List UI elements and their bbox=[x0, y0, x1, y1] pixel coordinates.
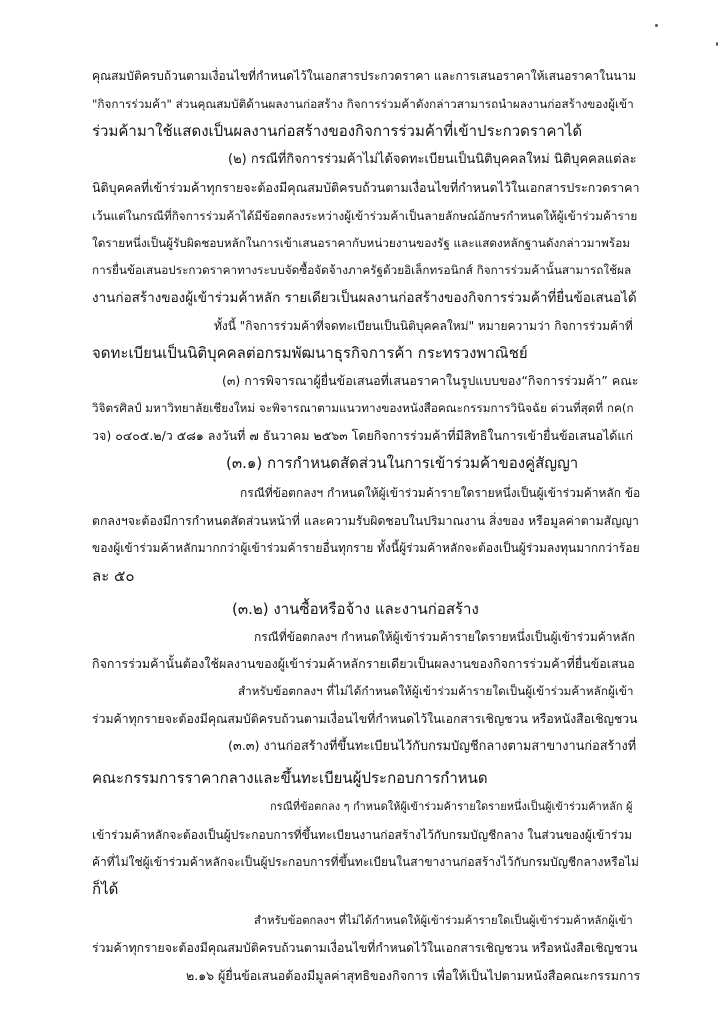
definition-first-line: ทั้งนี้ "กิจการร่วมค้าที่จดทะเบียนเป็นนิติบุคคลใหม่" หมายความว่า กิจการร่วมค้าที่ bbox=[214, 319, 633, 333]
paragraph-line: ร่วมค้ามาใช้แสดงเป็นผลงานก่อสร้างของกิจการร่วมค้าที่เข้าประกวดราคาได้ bbox=[92, 122, 583, 140]
paragraph-line: ร่วมค้าทุกรายจะต้องมีคุณสมบัติครบถ้วนตามเงื่อนไขที่กำหนดไว้ในเอกสารเชิญชวน หรือหนังสือเชิญชวน bbox=[92, 712, 638, 726]
subclause-3-3-heading: (๓.๓) งานก่อสร้างที่ขึ้นทะเบียนไว้กับกรมบัญชีกลางตามสาขางานก่อสร้างที่ bbox=[228, 739, 637, 754]
paragraph-first-line: กรณีที่ข้อตกลงฯ กำหนดให้ผู้เข้าร่วมค้ารายใดรายหนึ่งเป็นผู้เข้าร่วมค้าหลัก bbox=[254, 630, 636, 644]
paragraph-line: เข้าร่วมค้าหลักจะต้องเป็นผู้ประกอบการที่ขึ้นทะเบียนงานก่อสร้างไว้กับกรมบัญชีกลาง ในส่วนของผู้เข้าร่วม bbox=[92, 828, 633, 842]
paragraph-first-line: กรณีที่ข้อตกลง ๆ กำหนดให้ผู้เข้าร่วมค้ารายใดรายหนึ่งเป็นผู้เข้าร่วมค้าหลัก ผู้ bbox=[270, 800, 633, 813]
paragraph-line: กิจการร่วมค้านั้นต้องใช้ผลงานของผู้เข้าร่วมค้าหลักรายเดียวเป็นผลงานของกิจการร่วมค้าที่ยื่นข้อเสนอ bbox=[92, 656, 635, 671]
scan-speck bbox=[655, 24, 658, 27]
paragraph-line: ร่วมค้าทุกรายจะต้องมีคุณสมบัติครบถ้วนตามเงื่อนไขที่กำหนดไว้ในเอกสารเชิญชวน หรือหนังสือเชิญชวน bbox=[92, 941, 638, 955]
paragraph-line: คณะกรรมการราคากลางและขึ้นทะเบียนผู้ประกอบการกำหนด bbox=[92, 769, 488, 787]
paragraph-line: ของผู้เข้าร่วมค้าหลักมากกว่าผู้เข้าร่วมค้ารายอื่นทุกราย ทั้งนี้ผู้ร่วมค้าหลักจะต้องเป็นผู้ร่วมลงทุนมากกว่าร้อย bbox=[92, 541, 640, 555]
paragraph-line: ใดรายหนึ่งเป็นผู้รับผิดชอบหลักในการเข้าเสนอราคากับหน่วยงานของรัฐ และแสดงหลักฐานดังกล่าวมาพร้อม bbox=[92, 236, 630, 250]
paragraph-line: การยื่นข้อเสนอประกวดราคาทางระบบจัดซื้อจัดจ้างภาครัฐด้วยอิเล็กทรอนิกส์ กิจการร่วมค้านั้นสามารถใช้ผล bbox=[92, 263, 632, 277]
paragraph-line: นิติบุคคลที่เข้าร่วมค้าทุกรายจะต้องมีคุณสมบัติครบถ้วนตามเงื่อนไขที่กำหนดไว้ในเอกสารประกวดราคา bbox=[92, 180, 640, 195]
subclause-3-2-heading: (๓.๒) งานซื้อหรือจ้าง และงานก่อสร้าง bbox=[232, 600, 479, 618]
paragraph-first-line: สำหรับข้อตกลงฯ ที่ไม่ได้กำหนดให้ผู้เข้าร่วมค้ารายใดเป็นผู้เข้าร่วมค้าหลักผู้เข้า bbox=[238, 684, 634, 698]
paragraph-line: ละ ๕๐ bbox=[92, 567, 135, 585]
paragraph-line: ตกลงฯจะต้องมีการกำหนดสัดส่วนหน้าที่ และความรับผิดชอบในปริมาณงาน สิ่งของ หรือมูลค่าตามสัญญา bbox=[92, 514, 639, 528]
paragraph-line: งานก่อสร้างของผู้เข้าร่วมค้าหลัก รายเดียวเป็นผลงานก่อสร้างของกิจการร่วมค้าที่ยื่นข้อเสนอได้ bbox=[92, 290, 637, 306]
subclause-3-1-heading: (๓.๑) การกำหนดสัดส่วนในการเข้าร่วมค้าของคู่สัญญา bbox=[226, 454, 579, 472]
clause-2-first-line: (๒) กรณีที่กิจการร่วมค้าไม่ได้จดทะเบียนเป็นนิติบุคคลใหม่ นิติบุคคลแต่ละ bbox=[228, 152, 637, 167]
paragraph-first-line: สำหรับข้อตกลงฯ ที่ไม่ได้กำหนดให้ผู้เข้าร่วมค้ารายใดเป็นผู้เข้าร่วมค้าหลักผู้เข้า bbox=[254, 914, 633, 927]
paragraph-line: เว้นแต่ในกรณีที่กิจการร่วมค้าได้มีข้อตกลงระหว่างผู้เข้าร่วมค้าเป็นลายลักษณ์อักษรกำหนดให้ผู้เข้าร่วมค้าราย bbox=[92, 209, 638, 223]
paragraph-line: ค้าที่ไม่ใช่ผู้เข้าร่วมค้าหลักจะเป็นผู้ประกอบการที่ขึ้นทะเบียนในสาขางานก่อสร้างไว้กับกรมบัญชีกลางหรือไม่ bbox=[92, 855, 639, 869]
clause-3-first-line: (๓) การพิจารณาผู้ยื่นข้อเสนอที่เสนอราคาในรูปแบบของ“กิจการร่วมค้า” คณะ bbox=[222, 373, 639, 388]
section-2-16-first-line: ๒.๑๖ ผู้ยื่นข้อเสนอต้องมีมูลค่าสุทธิของกิจการ เพื่อให้เป็นไปตามหนังสือคณะกรรมการ bbox=[186, 968, 640, 983]
paragraph-line: วิจิตรศิลป์ มหาวิทยาลัยเชียงใหม่ จะพิจารณาตามแนวทางของหนังสือคณะกรรมการวินิจฉัย ด่วนที่สุดที่ กค(ก bbox=[92, 401, 634, 415]
scan-speck bbox=[716, 42, 718, 46]
paragraph-first-line: กรณีที่ข้อตกลงฯ กำหนดให้ผู้เข้าร่วมค้ารายใดรายหนึ่งเป็นผู้เข้าร่วมค้าหลัก ข้อ bbox=[240, 486, 640, 500]
paragraph-line: ก็ได้ bbox=[92, 880, 119, 898]
paragraph-line: วจ) ๐๔๐๕.๒/ว ๕๘๑ ลงวันที่ ๗ ธันวาคม ๒๕๖๓ โดยกิจการร่วมค้าที่มีสิทธิในการเข้ายื่นข้อเสนอได้แก่ bbox=[92, 428, 634, 443]
paragraph-line: จดทะเบียนเป็นนิติบุคคลต่อกรมพัฒนาธุรกิจการค้า กระทรวงพาณิชย์ bbox=[92, 344, 528, 362]
paragraph-line: คุณสมบัติครบถ้วนตามเงื่อนไขที่กำหนดไว้ในเอกสารประกวดราคา และการเสนอราคาให้เสนอราคาในนาม bbox=[92, 69, 637, 83]
paragraph-line: "กิจการร่วมค้า" ส่วนคุณสมบัติด้านผลงานก่อสร้าง กิจการร่วมค้าดังกล่าวสามารถนำผลงานก่อสร้างของผู้เข้า bbox=[92, 97, 634, 111]
